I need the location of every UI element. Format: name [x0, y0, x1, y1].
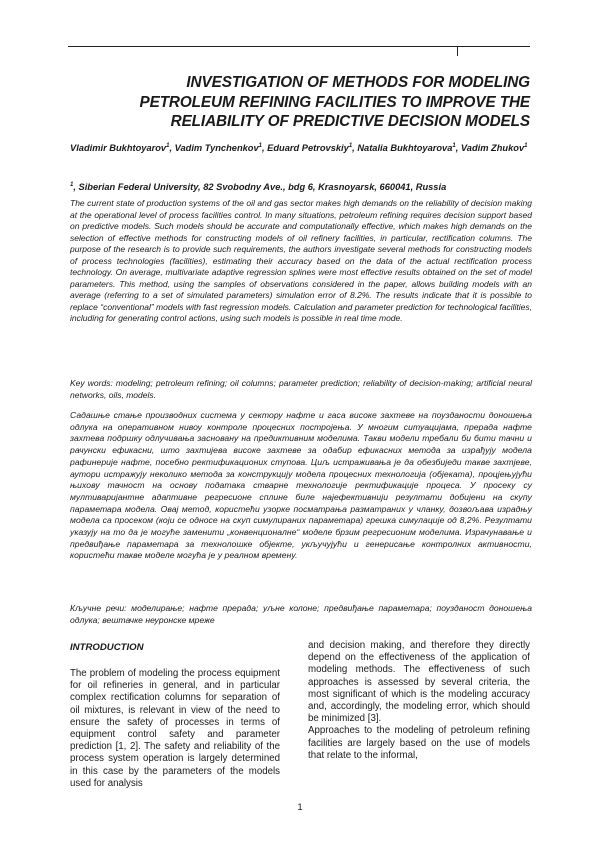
affiliation: [70, 181, 532, 193]
author-name: Natalia Bukhtoyarova: [357, 143, 453, 153]
body-column-right: [308, 640, 530, 762]
title-line-1: INVESTIGATION OF METHODS FOR MODELING: [186, 74, 530, 91]
abstract-english: The current state of production systems of the oil and gas sector makes high demands on the reliability of decision making at the operational level of process facilities control. In many situations, petroleum refining requires decision support based on predictive models. Such models should be accurate and computationally effective, which makes high demands on the selection of effective methods for constructing models of oil refinery facilities, in particular, rectification columns. The purpose of the research is to provide such requirements, the authors investigate several methods for constructing models of process technologies (facilities), estimating their accuracy based on the data of the actual rectification process technology. On average, multivariate adaptive regression splines were most effective results obtained on the set of model parameters. This method, using the samples of observations considered in the paper, allows building models with an average (referring to a set of simulated parameters) simulation error of 8.2%. The results indicate that it is possible to replace “conventional” models with fast regression models. Calculation and parameter prediction for technological facilities, including for generating control actions, using such models is possible in real time mode.: [70, 198, 532, 324]
author-affiliation-mark: 1: [524, 143, 528, 149]
author-name: Vadim Zhukov: [460, 143, 525, 153]
affiliation-mark: 1: [70, 182, 74, 188]
author-affiliation-mark: 1: [166, 143, 170, 149]
header-tick: [457, 46, 458, 56]
author-affiliation-mark: 1: [452, 143, 456, 149]
paper-title: [70, 73, 530, 132]
title-line-2: PETROLEUM REFINING FACILITIES TO IMPROVE THE: [139, 93, 530, 111]
author-name: Vladimir Bukhtoyarov: [70, 143, 167, 153]
author-affiliation-mark: 1: [348, 143, 353, 149]
author-name: Eduard Petrovskiy: [267, 143, 349, 153]
affiliation-text: , Siberian Federal University, 82 Svobodny Ave., bdg 6, Krasnoyarsk, 660041, Russia: [73, 182, 447, 192]
page-number: 1: [297, 802, 303, 813]
author-name: Vadim Tynchenkov: [174, 143, 259, 153]
introduction-paragraph-1: The problem of modeling the process equipment for oil refineries in general, and in particular complex rectification columns for separation of oil mixtures, is relevant in view of the need to ensure the safety of processes in terms of equipment control safety and parameter prediction [1, 2]. The safety and reliability of the process system operation is largely determined in this case by the parameters of the models used for analysis: [70, 668, 280, 789]
author-affiliation-mark: 1: [258, 143, 262, 149]
keywords-english: Key words: modeling; petroleum refining; oil columns; parameter prediction; reliability of decision-making; artificial neural networks, oils, models.: [70, 378, 532, 400]
keywords-serbian: Кључне речи: моделирање; нафте прерада; уљне колоне; предвиђање параметара; поузданост доношења одлука; вештачке неуронске мреже: [70, 603, 532, 625]
introduction-paragraph-continued: and decision making, and therefore they directly depend on the effectiveness of the application of modeling methods. The effectiveness of such approaches is assessed by several criteria, the most significant of which is the modeling accuracy and, accordingly, the modeling error, which should be minimized [3].: [308, 640, 530, 725]
introduction-paragraph-2: Approaches to the modeling of petroleum refining facilities are largely based on the use of models that relate to the informal,: [308, 725, 530, 761]
body-column-left: [70, 642, 280, 790]
header-rule: [68, 46, 530, 47]
abstract-serbian: Садашње стање производних система у сектору нафте и гаса високе захтеве на поузданости доношења одлука на оперативном нивоу контроле процесних постројења. У многим ситуацијама, прерада нафте захтева подршку одлучивања засновану на предиктивним моделима. Такви модели требали би бити тачни и рачунски ефикасни, што захтијева високе захтеве за одабир ефикасних метода за израђују модела рафинерије нафте, посебно ректификационих ступова. Циљ истраживања је да обезбиједи такве захтјеве, аутори истражују неколико метода за конструкцију модела процесних технологија (објеката), процјењујући њихову тачност на основу података стварне технологије ректификације процеса. У просеку су мултиваријантне адаптивне регресионе сплине биле најефективнији резултати добијени на скупу параметара модела. Овај метод, користећи узорке посматрања разматраних у чланку, дозвољава израдњу модела са просеком (који се односе на скуп симулираних параметара) грешка симулације од 8,2%. Резултати указују на то да је могуће заменити „конвенционалне“ моделе брзим регресионим моделима. Израчунавање и предвиђање параметара за технолошке објекте, укључујући и генерисање контролних активности, користећи такве моделе могућа је у реалном времену.: [70, 410, 532, 561]
section-heading-introduction: INTRODUCTION: [70, 642, 144, 653]
author-list: Vladimir Bukhtoyarov$^1$, Vadim Tynchenkov$^1$, Eduard Petrovskiy$^1$, Natalia Bukhtoyarova$^1$, Vadim Zhukov$^1$: [70, 143, 528, 153]
title-line-3: RELIABILITY OF PREDICTIVE DECISION MODELS: [170, 113, 530, 130]
